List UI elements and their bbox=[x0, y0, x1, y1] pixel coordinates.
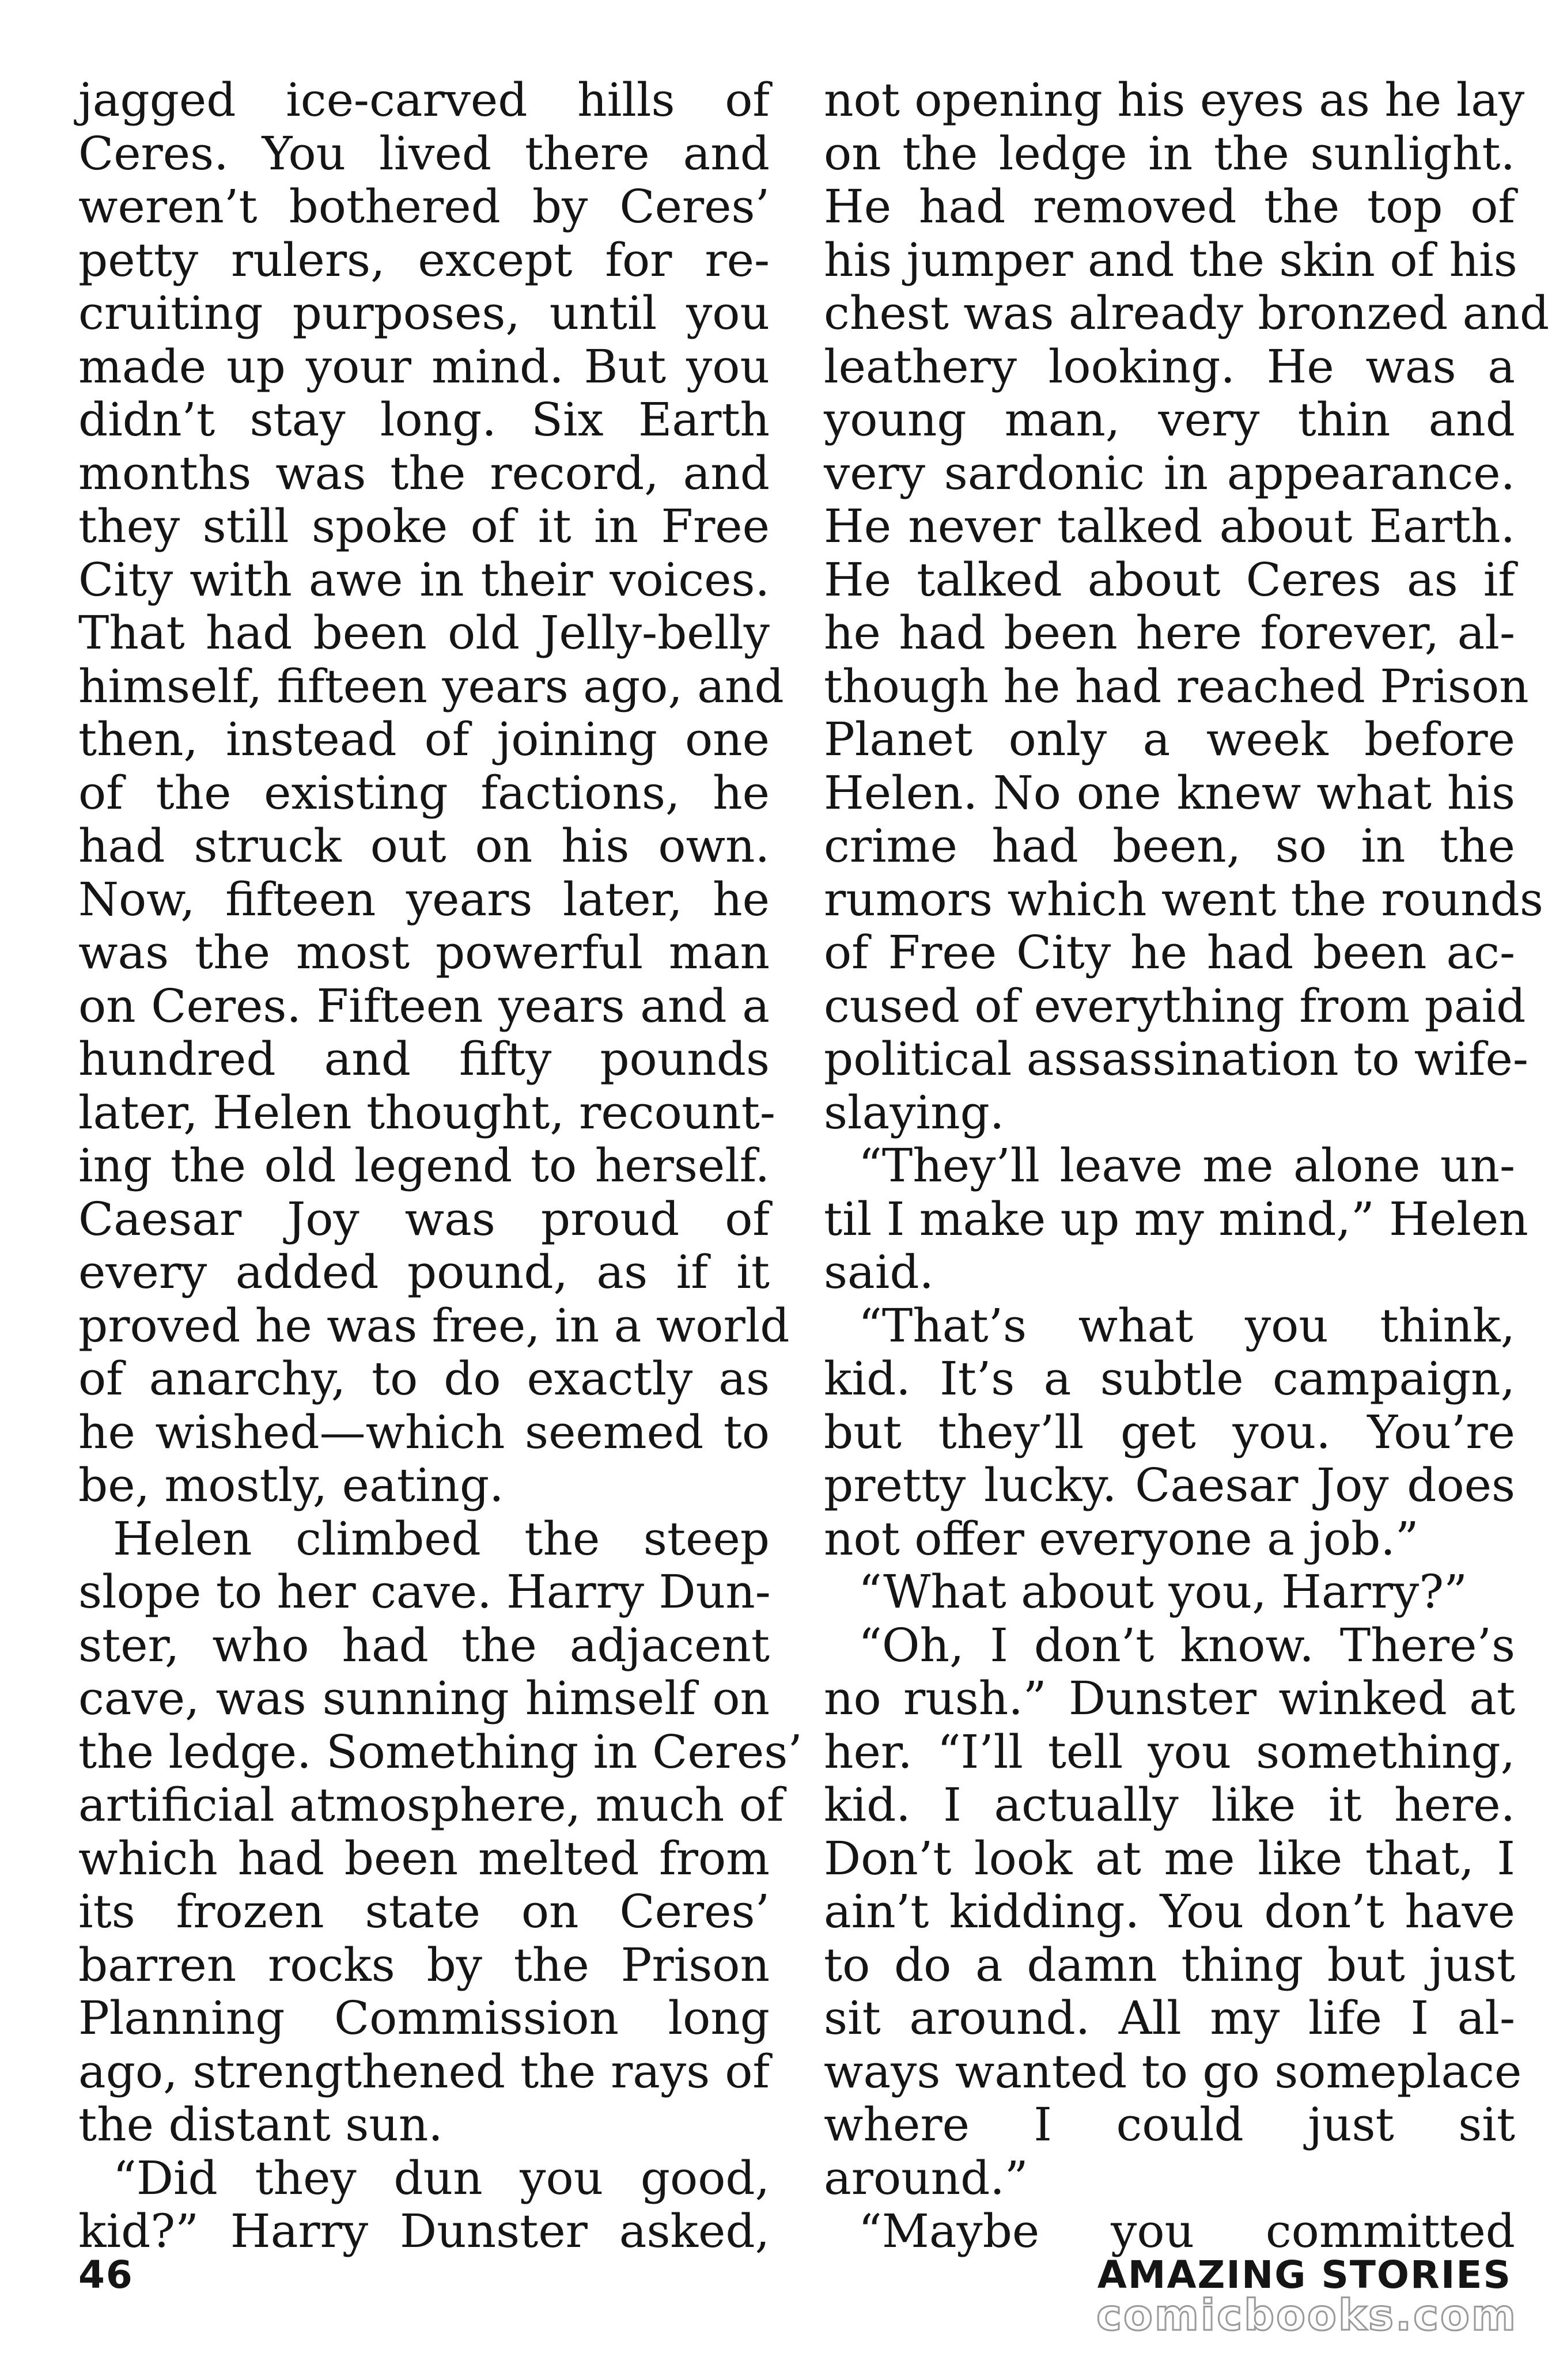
text-line: was the most powerful man bbox=[78, 926, 770, 979]
text-line: til I make up my mind,” Helen bbox=[824, 1192, 1528, 1246]
text-line: later, Helen thought, recount- bbox=[78, 1085, 775, 1139]
text-line: chest was already bronzed and bbox=[824, 286, 1550, 340]
text-line: of Free City he had been ac- bbox=[824, 926, 1515, 979]
left-text-column bbox=[78, 73, 803, 2258]
text-line: He talked about Ceres as if bbox=[824, 552, 1515, 607]
text-line: ing the old legend to herself. bbox=[78, 1139, 770, 1192]
text-line: jagged ice-carved hills of bbox=[78, 73, 770, 127]
text-line: sit around. All my life I al- bbox=[824, 1991, 1515, 2045]
text-line: his jumper and the skin of his bbox=[824, 233, 1517, 287]
text-line: political assassination to wife- bbox=[824, 1032, 1528, 1086]
text-line: pretty lucky. Caesar Joy does bbox=[824, 1458, 1515, 1512]
text-line: on Ceres. Fifteen years and a bbox=[78, 979, 770, 1033]
text-line: “Oh, I don’t know. There’s bbox=[858, 1618, 1515, 1672]
text-line: Planet only a week before bbox=[824, 713, 1515, 766]
text-line: made up your mind. But you bbox=[78, 339, 770, 393]
text-line: the distant sun. bbox=[78, 2098, 443, 2151]
text-line: cruiting purposes, until you bbox=[78, 286, 770, 340]
text-line: months was the record, and bbox=[78, 446, 770, 500]
text-line: Ceres. You lived there and bbox=[78, 126, 770, 180]
text-line: of anarchy, to do exactly as bbox=[78, 1352, 770, 1405]
text-line: “Maybe you committed bbox=[858, 2204, 1515, 2258]
text-line: crime had been, so in the bbox=[824, 819, 1515, 873]
text-line: young man, very thin and bbox=[824, 393, 1515, 446]
text-line: they still spoke of it in Free bbox=[78, 499, 770, 553]
text-line: but they’ll get you. You’re bbox=[824, 1405, 1515, 1459]
text-line: He had removed the top of bbox=[824, 180, 1515, 233]
text-line: slaying. bbox=[824, 1085, 1005, 1139]
watermark-text: comicbooks.com bbox=[1096, 2291, 1517, 2340]
text-line: leathery looking. He was a bbox=[824, 339, 1515, 393]
text-line: That had been old Jelly-belly bbox=[78, 606, 770, 660]
text-line: to do a damn thing but just bbox=[824, 1938, 1515, 1992]
text-line: the ledge. Something in Ceres’ bbox=[78, 1725, 803, 1779]
text-line: its frozen state on Ceres’ bbox=[78, 1885, 770, 1938]
text-line: “Did they dun you good, bbox=[113, 2151, 770, 2205]
text-line: her. “I’ll tell you something, bbox=[824, 1725, 1515, 1779]
text-line: Helen. No one knew what his bbox=[824, 765, 1515, 820]
text-line: he wished—which seemed to bbox=[78, 1405, 770, 1459]
text-line: be, mostly, eating. bbox=[78, 1458, 504, 1512]
text-line: Planning Commission long bbox=[78, 1991, 770, 2045]
text-line: no rush.” Dunster winked at bbox=[824, 1672, 1515, 1725]
text-line: ster, who had the adjacent bbox=[78, 1618, 770, 1672]
text-line: kid. It’s a subtle campaign, bbox=[824, 1352, 1515, 1405]
text-line: ways wanted to go someplace bbox=[824, 2044, 1522, 2098]
text-line: which had been melted from bbox=[78, 1831, 770, 1885]
text-line: very sardonic in appearance. bbox=[824, 446, 1515, 500]
text-line: Don’t look at me like that, I bbox=[824, 1831, 1515, 1885]
text-line: City with awe in their voices. bbox=[78, 552, 770, 607]
text-line: on the ledge in the sunlight. bbox=[824, 126, 1515, 180]
text-line: weren’t bothered by Ceres’ bbox=[78, 180, 770, 233]
text-line: hundred and fifty pounds bbox=[78, 1032, 770, 1086]
text-line: rumors which went the rounds bbox=[824, 872, 1543, 926]
text-line: didn’t stay long. Six Earth bbox=[78, 393, 770, 446]
text-line: kid?” Harry Dunster asked, bbox=[78, 2204, 770, 2258]
right-text-column bbox=[824, 73, 1550, 2258]
text-line: Now, fifteen years later, he bbox=[78, 872, 770, 926]
text-line: He never talked about Earth. bbox=[824, 499, 1515, 553]
text-line: he had been here forever, al- bbox=[824, 606, 1515, 660]
text-line: cused of everything from paid bbox=[824, 979, 1526, 1033]
text-line: petty rulers, except for re- bbox=[78, 233, 770, 287]
text-line: said. bbox=[824, 1245, 934, 1299]
text-line: cave, was sunning himself on bbox=[78, 1672, 770, 1725]
text-line: barren rocks by the Prison bbox=[78, 1938, 770, 1992]
text-line: Helen climbed the steep bbox=[113, 1511, 770, 1566]
text-line: himself, fifteen years ago, and bbox=[78, 659, 784, 713]
text-line: ago, strengthened the rays of bbox=[78, 2044, 770, 2098]
text-line: “What about you, Harry?” bbox=[858, 1565, 1467, 1619]
text-line: though he had reached Prison bbox=[824, 659, 1529, 713]
page-number: 46 bbox=[78, 2253, 134, 2297]
text-line: slope to her cave. Harry Dun- bbox=[78, 1565, 771, 1619]
text-line: not offer everyone a job.” bbox=[824, 1511, 1419, 1566]
text-line: where I could just sit bbox=[824, 2098, 1515, 2151]
text-line: kid. I actually like it here. bbox=[824, 1778, 1515, 1832]
text-line: then, instead of joining one bbox=[78, 713, 770, 766]
text-line: around.” bbox=[824, 2151, 1028, 2205]
text-line: proved he was free, in a world bbox=[78, 1298, 790, 1352]
text-line: of the existing factions, he bbox=[78, 765, 770, 820]
text-line: every added pound, as if it bbox=[78, 1245, 770, 1299]
text-line: had struck out on his own. bbox=[78, 819, 770, 873]
text-line: “That’s what you think, bbox=[858, 1298, 1515, 1352]
text-line: “They’ll leave me alone un- bbox=[858, 1139, 1515, 1192]
text-line: not opening his eyes as he lay bbox=[824, 73, 1525, 127]
text-line: artificial atmosphere, much of bbox=[78, 1778, 784, 1832]
text-line: Caesar Joy was proud of bbox=[78, 1192, 770, 1246]
running-title: AMAZING STORIES bbox=[1097, 2253, 1512, 2297]
text-line: ain’t kidding. You don’t have bbox=[824, 1885, 1515, 1938]
